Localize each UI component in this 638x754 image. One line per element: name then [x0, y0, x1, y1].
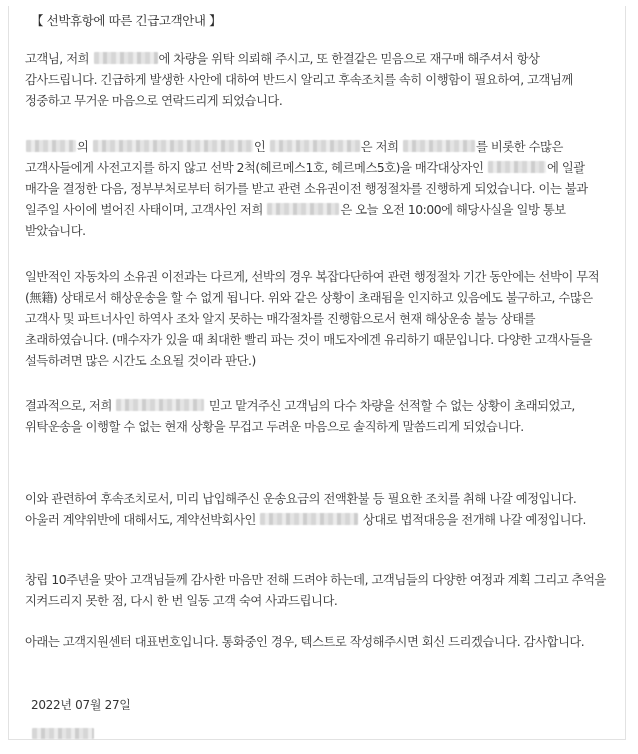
redacted-company-name	[267, 203, 339, 215]
text: 이와 관련하여 후속조치로서, 미리 납입해주신 운송요금의 전액환불 등 필요한 조치를 취해 나갈 예정입니다. 아울러 계약위반에 대해서도, 계약선박회사인	[25, 492, 577, 527]
redacted-company-name	[403, 140, 475, 152]
notice-date: 2022년 07월 27일	[31, 698, 131, 712]
text: 에 일괄 매각을 결정한 다음, 정부부처로부터 허가를 받고 관련 소유권이전 행정절차를 진행하게 되었습니다. 이는 불과 일주일 사이에 벌어진 사태이며, 고객사인 저희	[25, 161, 588, 217]
redacted-shipping-company	[260, 513, 358, 525]
notice-document	[8, 6, 626, 740]
text: 상대로 법적대응을 전개해 나갈 예정입니다.	[359, 513, 586, 527]
text: 결과적으로, 저희	[25, 399, 116, 413]
redacted-text	[26, 140, 76, 152]
redacted-company-name	[94, 52, 158, 64]
paragraph-greeting	[25, 49, 613, 112]
text: 고객님, 저희	[25, 52, 93, 66]
redacted-signature	[32, 728, 94, 739]
redacted-text	[93, 140, 253, 152]
paragraph-situation	[25, 137, 613, 242]
text: 인	[253, 140, 269, 154]
paragraph-apology: 창립 10주년을 맞아 고객님들께 감사한 마음만 전해 드려야 하는데, 고객님들의 다양한 여정과 계획 그리고 추억을 지켜드리지 못한 점, 다시 한 번 일동 고객 숙여 사과드립니다.	[25, 573, 606, 608]
paragraph-follow-up	[25, 489, 613, 531]
redacted-company-name	[116, 399, 204, 411]
text: 에 차량을 위탁 의뢰해 주시고, 또 한결같은 믿음으로 재구매 해주셔서 항상 감사드립니다. 긴급하게 발생한 사안에 대하여 반드시 알리고 후속조치를 속히 이행함이 필요하여, 고객님께 정중하고 무거운 마음으로 연락드리게 되었습니다.	[25, 52, 573, 108]
paragraph-contact: 아래는 고객지원센터 대표번호입니다. 통화중인 경우, 텍스트로 작성해주시면 회신 드리겠습니다. 감사합니다.	[25, 635, 585, 649]
text: 의	[77, 140, 92, 154]
text: 를 비롯한 수많은 고객사들에게 사전고지를 하지 않고 선박 2척(헤르메스1호, 헤르메스5호)을 매각대상자인	[25, 140, 563, 175]
text: 은 저희	[360, 140, 402, 154]
text: 믿고 맡겨주신 고객님의 다수 차량을 선적할 수 없는 상황이 초래되었고, 위탁운송을 이행할 수 없는 현재 상황을 무겁고 두려운 마음으로 솔직하게 말씀드리게 되었습니다.	[25, 399, 575, 434]
redacted-buyer-name	[488, 161, 546, 173]
text: 은 오늘 오전 10:00에 해당사실을 일방 통보 받았습니다.	[25, 203, 566, 238]
paragraph-result	[25, 396, 613, 438]
notice-title: 【 선박휴항에 따른 긴급고객안내 】	[31, 13, 222, 28]
paragraph-explanation: 일반적인 자동차의 소유권 이전과는 다르게, 선박의 경우 복잡다단하여 관련 행정절차 기간 동안에는 선박이 무적(無籍) 상태로서 해상운송을 할 수 없게 됩니다. 위와 같은 상황이 초래됨을 인지하고 있음에도 불구하고, 수많은 고객사 및 파트너사인 하역사 조차 알지 못하는 매각절차를 진행함으로서 현재 해상운송 불능 상태를 초래하였습니다. (매수자가 있을 때 최대한 빨리 파는 것이 매도자에겐 유리하기 때문입니다. 다양한 고객사들을 설득하려면 많은 시간도 소요될 것이라 판단.)	[25, 270, 600, 368]
redacted-shipping-company	[270, 140, 360, 152]
